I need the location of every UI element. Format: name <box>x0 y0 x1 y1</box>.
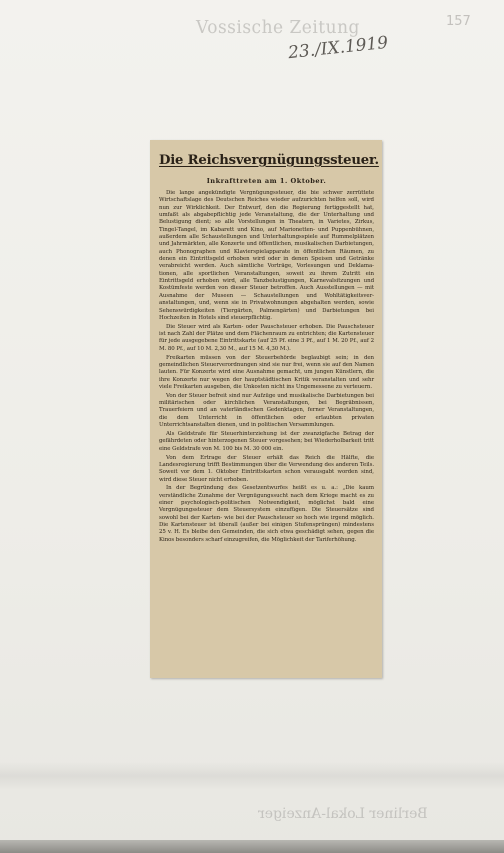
article-paragraph: Freikarten müssen von der Steuerbehörde beglaubigt sein; in den gemeindlichen Steuerverordnungen sind sie nur frei, wenn sie auf den Namen lauten. Für Konzerte wird eine Ausnahme gemacht, um jungen Künstlern, die ihre Konzerte nur wegen der hauptstädtischen Kritik veranstalten und sehr viele Freikarten ausgeben, die Unkosten nicht ins Ungemessene zu verteuern. <box>159 354 374 390</box>
article-paragraph: In der Begründung des Gesetzentwurfes heißt es u. a.: „Die kaum verständliche Zunahme der Vergnügungssucht nach dem Kriege macht es zu einer psychologisch-politischen Notwendigkeit, möglichst bald eine Vergnügungssteuer dem Steuersystem einzufügen. Die Steuersätze sind sowohl bei der Karten- wie bei der Pauschsteuer so hoch wie irgend möglich. Die Kartensteuer ist überall (außer bei einigen Stufensprüngen) mindestens 25 v. H. Es bleibe den Gemeinden, die sich etwa geschädigt sehen, gegen die Kinos besonders scharf einzugreifen, die Möglichkeit der Tariferhöhung. <box>159 485 374 543</box>
article-paragraph: Die Steuer wird als Karten- oder Pauschsteuer erhoben. Die Pauschsteuer ist nach Zahl der Plätze und dem Flächenraum zu entrichten; die Kartensteuer für jede ausgegebene Eintrittskarte (auf 25 Pf. eine 3 Pf., auf 1 M. 20 Pf., auf 2 M. 80 Pf., auf 10 M. 2,30 M., auf 15 M. 4,30 M.). <box>159 323 374 352</box>
bleed-through-text: Berliner Lokal-Anzeiger <box>258 806 428 822</box>
page-number: 157 <box>446 14 471 29</box>
article-subheadline: Inkrafttreten am 1. Oktober. <box>206 177 327 185</box>
handwritten-date: 23./IX.1919 <box>287 32 390 64</box>
article-paragraph: Von der Steuer befreit sind nur Aufzüge und musikalische Darbietungen bei militärischen oder kirchlichen Veranstaltungen, bei Begräbnissen, Trauerfeiern und an vaterländischen Gedenktagen, ferner Veranstaltungen, die dem Unterricht in öffentlichen oder erlaubten privaten Unterrichtsanstalten dienen, und in politischen Versammlungen. <box>159 392 374 429</box>
article-paragraph: Von dem Ertrage der Steuer erhält das Reich die Hälfte, die Landesregierung trifft Bestimmungen über die Verwendung des anderen Teils. Soweit vor dem 1. Oktober Eintrittskarten schon verausgabt worden sind, wird diese Steuer nicht erhoben. <box>159 454 374 483</box>
newspaper-clipping <box>150 140 382 678</box>
sheet-bottom-edge <box>0 840 504 853</box>
article-paragraph: Die lange angekündigte Vergnügungssteuer, die bie schwer zerrüttete Wirtschaftslage des Deutschen Reiches wieder aufzurichten helfen soll, wird nun zur Wirklichkeit. Der Entwurf, den die Regierung fertiggestellt hat, umfaßt als abgabepflichtig jede Veranstaltung, die der Unterhaltung und Belustigung dient; so alle Vorstellungen in Theatern, in Varietes, Zirkus, Tingel-Tangel, im Kabarett und Kino, auf Marionetten- und Puppenbühnen, außerdem alle Schaustellungen und Unterhaltungsspiele auf Rummelplätzen und Jahrmärkten, alle Konzerte und öffentlichen, musikalischen Darbietungen, auch Phonographen und Klavierspielapparate in öffentlichen Räumen, zu denen ein Eintrittsgeld erhoben wird oder in denen Speisen und Getränke verabreicht werden. Auch sämtliche Vorträge, Vorlesungen und Deklamationen, alle sportlichen Veranstaltungen, soweit zu ihrem Zutritt ein Eintrittsgeld erhoben wird, alle Tanzbelustigungen, Karnevalsitzungen und Kostümfeste werden von dieser Steuer betroffen. Auch Ausstellungen — mit Ausnahme der Museen — Schaustellungen und Wohltätigkeitsveranstaltungen, und, wenn sie in Privatwohnungen abgehalten werden, sowie Sehenswürdigkeiten (Tiergärten, Palmengärten) und Darbietungen bei Hochzeiten in Hotels sind steuerpflichtig. <box>159 190 374 321</box>
article-headline: Die Reichsvergnügungssteuer. <box>159 153 379 168</box>
newspaper-stamp: Vossische Zeitung <box>196 17 360 39</box>
scan-shadow-band <box>0 762 504 790</box>
article-paragraph: Als Geldstrafe für Steuerhinterziehung ist der zwanzigfache Betrag der gefährdeten oder hinterzogenen Steuer vorgesehen; bei Wiederholbarkeit tritt eine Geldstrafe von M. 100 bis M. 30 000 ein. <box>159 431 374 452</box>
